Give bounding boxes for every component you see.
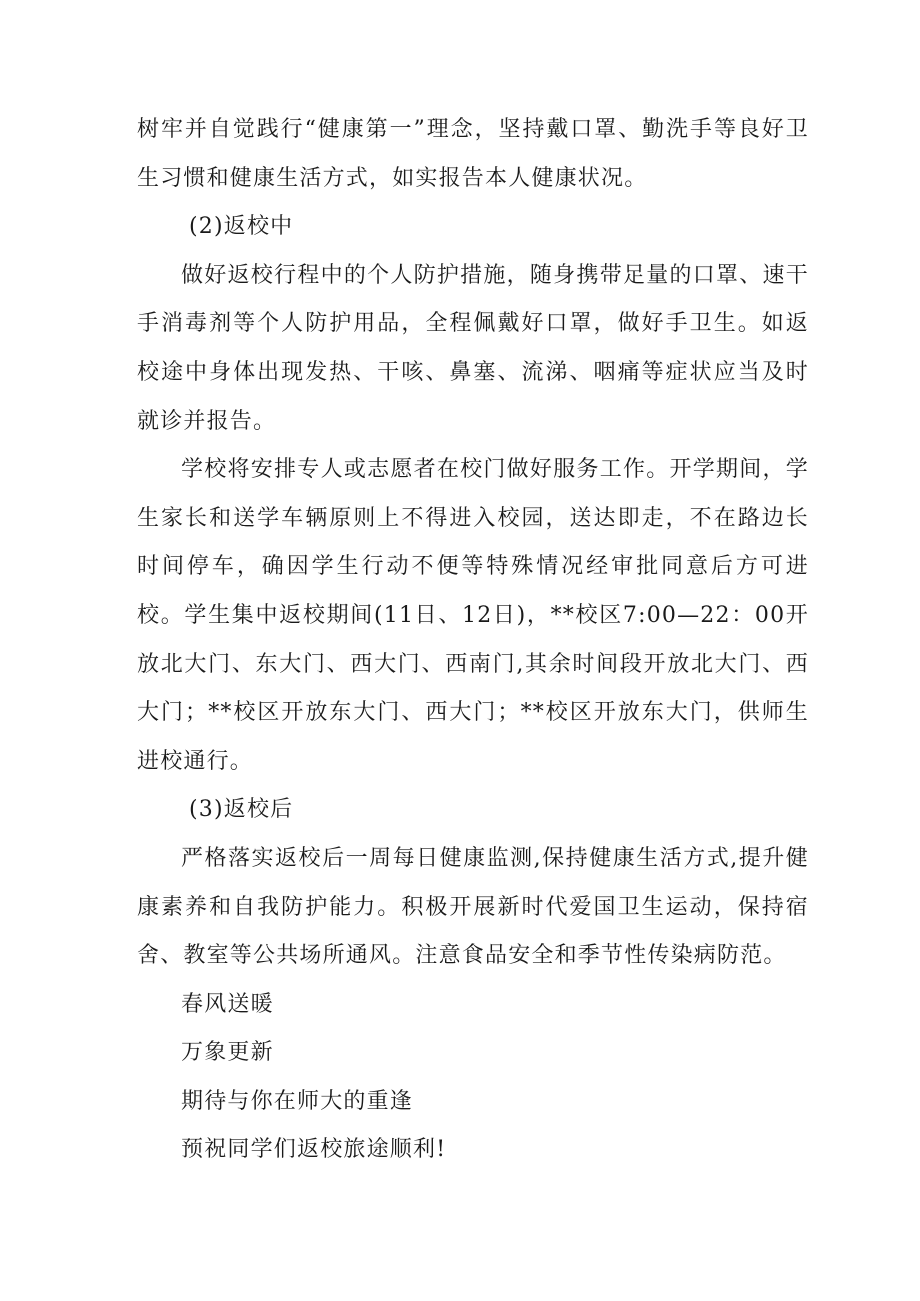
closing-line: 预祝同学们返校旅途顺利!: [181, 1137, 447, 1163]
paragraph-personal-protection: 做好返校行程中的个人防护措施，随身携带足量的口罩、速干手消毒剂等个人防护用品，全程佩戴好口罩，做好手卫生。如返校途中身体出现发热、干咳、鼻塞、流涕、咽痛等症状应当及时就诊并报告。: [137, 262, 809, 434]
section-heading-after-return: (3)返校后: [189, 797, 294, 823]
section-heading-during-return: (2)返校中: [189, 214, 294, 240]
paragraph-gate-service: 学校将安排专人或志愿者在校门做好服务工作。开学期间，学生家长和送学车辆原则上不得进入校园，送达即走，不在路边长时间停车，确因学生行动不便等特殊情况经审批同意后方可进校。学生集中返校期间(11日、12日)，**校区7:00—22：00开放北大门、东大门、西大门、西南门,其余时间段开放北大门、西大门；**校区开放东大门、西大门；**校区开放东大门，供师生进校通行。: [137, 457, 809, 774]
closing-line: 春风送暖: [181, 991, 274, 1017]
document-page: [137, 106, 809, 1175]
closing-line: 万象更新: [181, 1040, 274, 1066]
closing-line: 期待与你在师大的重逢: [181, 1088, 414, 1114]
paragraph-health-first: 树牢并自觉践行“健康第一”理念，坚持戴口罩、勤洗手等良好卫生习惯和健康生活方式，如实报告本人健康状况。: [137, 117, 809, 191]
paragraph-health-monitoring: 严格落实返校后一周每日健康监测,保持健康生活方式,提升健康素养和自我防护能力。积极开展新时代爱国卫生运动，保持宿舍、教室等公共场所通风。注意食品安全和季节性传染病防范。: [137, 845, 809, 969]
